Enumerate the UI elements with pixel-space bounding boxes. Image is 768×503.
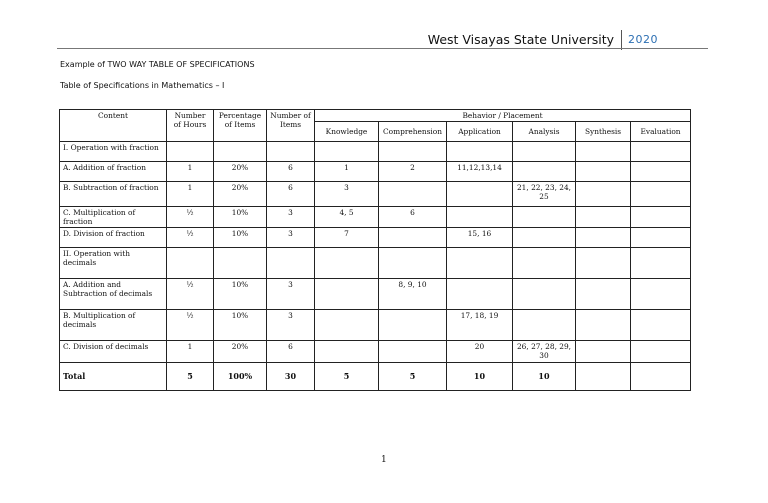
- cell-synthesis: [576, 162, 631, 182]
- cell-application: [447, 207, 513, 228]
- header-behavior: Behavior / Placement: [315, 110, 691, 122]
- total-application: 10: [447, 363, 513, 391]
- cell-items: [267, 248, 315, 279]
- cell-comprehension: [379, 341, 447, 363]
- specifications-table: [59, 109, 691, 391]
- cell-evaluation: [631, 279, 691, 310]
- cell-evaluation: [631, 182, 691, 207]
- cell-analysis: 21, 22, 23, 24, 25: [513, 182, 576, 207]
- cell-application: [447, 248, 513, 279]
- cell-analysis: [513, 142, 576, 162]
- table-row: [60, 279, 691, 310]
- page-number: 1: [381, 455, 387, 465]
- cell-percent: 20%: [214, 341, 267, 363]
- cell-items: 3: [267, 228, 315, 248]
- cell-content: D. Division of fraction: [60, 228, 167, 248]
- cell-content: C. Division of decimals: [60, 341, 167, 363]
- cell-percent: 20%: [214, 162, 267, 182]
- header-content: Content: [60, 110, 167, 142]
- cell-evaluation: [631, 341, 691, 363]
- cell-evaluation: [631, 248, 691, 279]
- cell-comprehension: 6: [379, 207, 447, 228]
- cell-comprehension: [379, 248, 447, 279]
- total-hours: 5: [167, 363, 214, 391]
- cell-percent: 10%: [214, 207, 267, 228]
- table-row: [60, 310, 691, 341]
- cell-application: [447, 182, 513, 207]
- cell-analysis: [513, 228, 576, 248]
- table-row: [60, 162, 691, 182]
- cell-knowledge: 7: [315, 228, 379, 248]
- cell-hours: ½: [167, 228, 214, 248]
- cell-content: A. Addition of fraction: [60, 162, 167, 182]
- table-row: [60, 142, 691, 162]
- cell-comprehension: [379, 182, 447, 207]
- subheader-analysis: Analysis: [513, 122, 576, 142]
- cell-knowledge: [315, 142, 379, 162]
- header-year: 2020: [628, 33, 658, 46]
- table-header-row: [60, 110, 691, 122]
- table-caption: Table of Specifications in Mathematics – I: [60, 81, 225, 90]
- cell-knowledge: 3: [315, 182, 379, 207]
- total-items: 30: [267, 363, 315, 391]
- cell-content: II. Operation with decimals: [60, 248, 167, 279]
- document-header: [428, 30, 658, 50]
- cell-hours: ½: [167, 207, 214, 228]
- cell-hours: 1: [167, 182, 214, 207]
- total-comprehension: 5: [379, 363, 447, 391]
- subheader-comprehension: Comprehension: [379, 122, 447, 142]
- header-items: Number of Items: [267, 110, 315, 142]
- total-knowledge: 5: [315, 363, 379, 391]
- cell-analysis: [513, 310, 576, 341]
- total-percent: 100%: [214, 363, 267, 391]
- cell-percent: [214, 142, 267, 162]
- cell-hours: ½: [167, 310, 214, 341]
- table-row: [60, 182, 691, 207]
- cell-synthesis: [576, 182, 631, 207]
- cell-items: 3: [267, 279, 315, 310]
- cell-analysis: [513, 248, 576, 279]
- cell-synthesis: [576, 248, 631, 279]
- cell-application: 17, 18, 19: [447, 310, 513, 341]
- total-content: Total: [60, 363, 167, 391]
- subheader-application: Application: [447, 122, 513, 142]
- cell-analysis: [513, 162, 576, 182]
- total-row: [60, 363, 691, 391]
- university-name: West Visayas State University: [427, 32, 614, 47]
- cell-items: 6: [267, 341, 315, 363]
- cell-hours: ½: [167, 279, 214, 310]
- cell-synthesis: [576, 142, 631, 162]
- cell-knowledge: [315, 248, 379, 279]
- cell-hours: [167, 142, 214, 162]
- subheader-evaluation: Evaluation: [631, 122, 691, 142]
- table-row: [60, 341, 691, 363]
- cell-evaluation: [631, 207, 691, 228]
- cell-application: [447, 142, 513, 162]
- cell-evaluation: [631, 162, 691, 182]
- total-analysis: 10: [513, 363, 576, 391]
- cell-content: A. Addition and Subtraction of decimals: [60, 279, 167, 310]
- cell-items: 6: [267, 162, 315, 182]
- cell-knowledge: 4, 5: [315, 207, 379, 228]
- cell-knowledge: [315, 279, 379, 310]
- cell-items: [267, 142, 315, 162]
- total-synthesis: [576, 363, 631, 391]
- cell-application: 15, 16: [447, 228, 513, 248]
- cell-knowledge: [315, 310, 379, 341]
- cell-synthesis: [576, 207, 631, 228]
- cell-content: I. Operation with fraction: [60, 142, 167, 162]
- header-rule: [57, 48, 708, 49]
- cell-content: B. Subtraction of fraction: [60, 182, 167, 207]
- header-hours: Number of Hours: [167, 110, 214, 142]
- cell-synthesis: [576, 310, 631, 341]
- cell-items: 3: [267, 310, 315, 341]
- cell-synthesis: [576, 279, 631, 310]
- cell-items: 3: [267, 207, 315, 228]
- cell-hours: 1: [167, 162, 214, 182]
- document-heading: Example of TWO WAY TABLE OF SPECIFICATIONS: [60, 60, 255, 69]
- cell-content: C. Multiplication of fraction: [60, 207, 167, 228]
- cell-percent: 10%: [214, 310, 267, 341]
- cell-content: B. Multiplication of decimals: [60, 310, 167, 341]
- subheader-knowledge: Knowledge: [315, 122, 379, 142]
- cell-evaluation: [631, 142, 691, 162]
- header-percentage: Percentage of Items: [214, 110, 267, 142]
- cell-percent: 20%: [214, 182, 267, 207]
- cell-comprehension: 8, 9, 10: [379, 279, 447, 310]
- cell-application: 11,12,13,14: [447, 162, 513, 182]
- cell-comprehension: 2: [379, 162, 447, 182]
- cell-knowledge: 1: [315, 162, 379, 182]
- cell-application: [447, 279, 513, 310]
- cell-percent: 10%: [214, 279, 267, 310]
- cell-analysis: [513, 279, 576, 310]
- cell-percent: 10%: [214, 228, 267, 248]
- cell-knowledge: [315, 341, 379, 363]
- cell-comprehension: [379, 310, 447, 341]
- cell-comprehension: [379, 142, 447, 162]
- total-evaluation: [631, 363, 691, 391]
- cell-evaluation: [631, 228, 691, 248]
- cell-comprehension: [379, 228, 447, 248]
- cell-evaluation: [631, 310, 691, 341]
- cell-application: 20: [447, 341, 513, 363]
- subheader-synthesis: Synthesis: [576, 122, 631, 142]
- cell-hours: [167, 248, 214, 279]
- cell-items: 6: [267, 182, 315, 207]
- table-row: [60, 228, 691, 248]
- cell-analysis: 26, 27, 28, 29, 30: [513, 341, 576, 363]
- cell-hours: 1: [167, 341, 214, 363]
- cell-synthesis: [576, 341, 631, 363]
- cell-percent: [214, 248, 267, 279]
- cell-synthesis: [576, 228, 631, 248]
- cell-analysis: [513, 207, 576, 228]
- table-row: [60, 207, 691, 228]
- table-row: [60, 248, 691, 279]
